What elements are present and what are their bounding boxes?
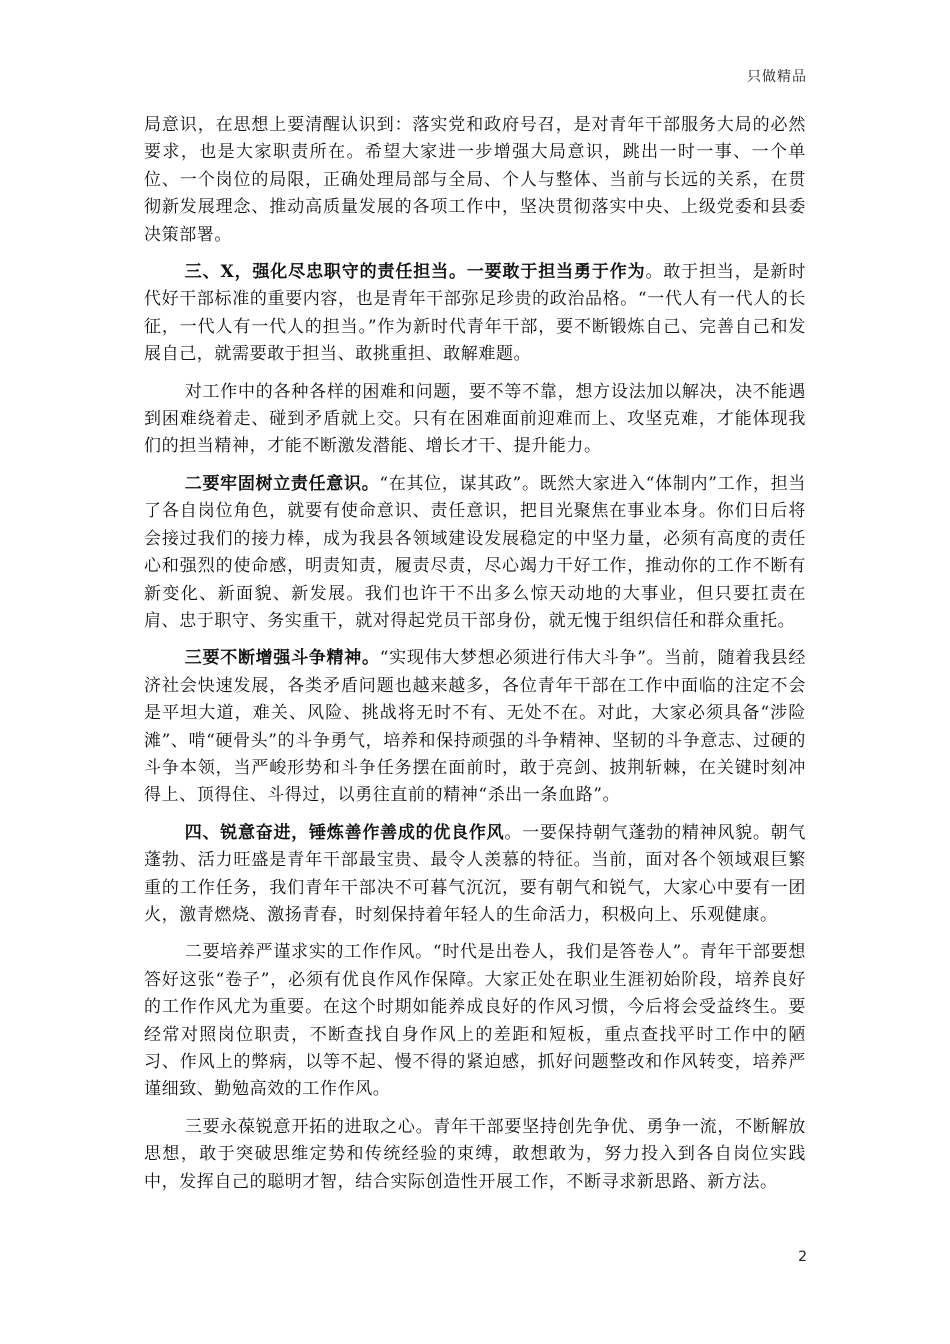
paragraph-work-style xyxy=(144,939,806,1103)
paragraph-text: 。敢于担当，是新时代好干部标准的重要内容，也是青年干部弥足珍贵的政治品格。“一代人有一代人的长征，一代人有一代人的担当。”作为新时代青年干部，要不断锻炼自己、完善自己和发展自己，就需要敢于担当、敢挑重担、敢解难题。 xyxy=(144,262,806,365)
page-number: 2 xyxy=(798,1249,807,1265)
paragraph-responsibility xyxy=(144,471,806,635)
paragraph-continuation xyxy=(144,112,806,249)
paragraph-text: 局意识，在思想上要清醒认识到：落实党和政府号召，是对青年干部服务大局的必然要求，也是大家职责所在。希望大家进一步增强大局意识，跳出一时一事、一个单位、一个岗位的局限，正确处理局部与全局、个人与整体、当前与长远的关系，在贯彻新发展理念、推动高质量发展的各项工作中，坚决贯彻落实中央、上级党委和县委决策部署。 xyxy=(144,115,806,245)
paragraph-text: 三要永葆锐意开拓的进取之心。青年干部要坚持创先争优、勇争一流，不断解放思想，敢于突破思维定势和传统经验的束缚，敢想敢为，努力投入到各自岗位实践中，发挥自己的聪明才智，结合实际创造性开展工作，不断寻求新思路、新方法。 xyxy=(144,1116,806,1192)
paragraph-text: “实现伟大梦想必须进行伟大斗争”。当前，随着我县经济社会快速发展，各类矛盾问题也越来越多，各位青年干部在工作中面临的注定不会是平坦大道，难关、风险、挑战将无时不有、无处不在。对此，大家必须具备“涉险滩”、啃“硬骨头”的斗争勇气，培养和保持顽强的斗争精神、坚韧的斗争意志、过硬的斗争本领，当严峻形势和斗争任务摆在面前时，敢于亮剑、披荆斩棘，在关键时刻冲得上、顶得住、斗得过，以勇往直前的精神“杀出一条血路”。 xyxy=(144,648,806,806)
paragraph-lead: 四、锐意奋进，锤炼善作善成的优良作风 xyxy=(184,822,505,843)
paragraph-lead: 二要牢固树立责任意识。 xyxy=(184,473,380,494)
paragraph-enterprising xyxy=(144,1114,806,1196)
paragraph-lead: 三要不断增强斗争精神。 xyxy=(184,648,380,669)
paragraph xyxy=(144,379,806,461)
header-note: 只做精品 xyxy=(747,69,807,85)
paragraph-text: 。一要保持朝气蓬勃的精神风貌。朝气蓬勃、活力旺盛是青年干部最宝贵、最令人羡慕的特征。当前，面对各个领域艰巨繁重的工作任务，我们青年干部决不可暮气沉沉，要有朝气和锐气，大家心中要有一团火，激青燃烧、激扬青春，时刻保持着年轻人的生命活力，积极向上、乐观健康。 xyxy=(144,822,806,925)
document-body xyxy=(144,112,806,1206)
paragraph-text: 二要培养严谨求实的工作作风。“时代是出卷人，我们是答卷人”。青年干部要想答好这张“卷子”，必须有优良作风作保障。大家正处在职业生涯初始阶段，培养良好的工作作风尤为重要。在这个时期如能养成良好的作风习惯，今后将会受益终生。要经常对照岗位职责，不断查找自身作风上的差距和短板，重点查找平时工作中的陋习、作风上的弊病，以等不起、慢不得的紧迫感，抓好问题整改和作风转变，培养严谨细致、勤勉高效的工作作风。 xyxy=(144,942,806,1100)
paragraph-section-four xyxy=(144,820,806,930)
paragraph-struggle xyxy=(144,645,806,809)
paragraph-section-three xyxy=(144,259,806,369)
paragraph-text: “在其位，谋其政”。既然大家进入“体制内”工作，担当了各自岗位角色，就要有使命意识、责任意识，把目光聚焦在事业本身。你们日后将会接过我们的接力棒，成为我县各领域建设发展稳定的中坚力量，必须有高度的责任心和强烈的使命感，明责知责，履责尽责，尽心竭力干好工作，推动你的工作不断有新变化、新面貌、新发展。我们也许干不出多么惊天动地的大事业，但只要扛责在肩、忠于职守、务实重干，就对得起党员干部身份，就无愧于组织信任和群众重托。 xyxy=(144,473,806,631)
paragraph-text: 对工作中的各种各样的困难和问题，要不等不靠，想方设法加以解决，决不能遇到困难绕着走、碰到矛盾就上交。只有在困难面前迎难而上、攻坚克难，才能体现我们的担当精神，才能不断激发潜能、增长才干、提升能力。 xyxy=(144,381,806,457)
paragraph-lead: 三、X，强化尽忠职守的责任担当。一要敢于担当勇于作为 xyxy=(184,262,646,283)
